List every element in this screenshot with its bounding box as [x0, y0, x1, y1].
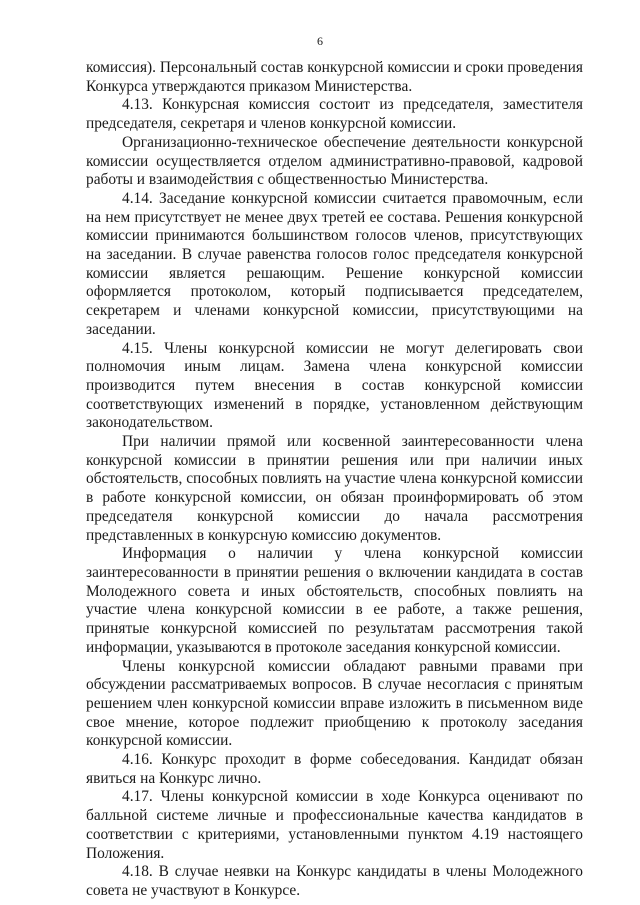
paragraph-4-18: 4.18. В случае неявки на Конкурс кандидаты в члены Молодежного совета не участвуют в Конкурсе.: [86, 863, 583, 899]
paragraph-4-17: 4.17. Члены конкурсной комиссии в ходе Конкурса оценивают по балльной системе личные и профессиональные качества кандидатов в соответствии с критериями, установленными пунктом 4.19 настоящего Положения.: [86, 788, 583, 862]
paragraph-equal-rights: Члены конкурсной комиссии обладают равными правами при обсуждении рассматриваемых вопросов. В случае несогласия с принятым решением член конкурсной комиссии вправе изложить в письменном виде свое мнение, которое подлежит приобщению к протоколу заседания конкурсной комиссии.: [86, 657, 583, 750]
paragraph-organizational-support: Организационно-техническое обеспечение деятельности конкурсной комиссии осуществляется отделом административно-правовой, кадровой работы и взаимодействия с общественностью Министерства.: [86, 133, 583, 189]
document-body: [86, 59, 583, 901]
paragraph-continuation: комиссия). Персональный состав конкурсной комиссии и сроки проведения Конкурса утверждаются приказом Министерства.: [86, 59, 583, 95]
paragraph-conflict-of-interest: При наличии прямой или косвенной заинтересованности члена конкурсной комиссии в принятии решения или при наличии иных обстоятельств, способных повлиять на участие члена конкурсной комиссии в работе конкурсной комиссии, он обязан проинформировать об этом председателя конкурсной комиссии до начала рассмотрения представленных в конкурсную комиссию документов.: [86, 433, 583, 544]
paragraph-interest-information: Информация о наличии у члена конкурсной комиссии заинтересованности в принятии решения о включении кандидата в состав Молодежного совета и иных обстоятельств, способных повлиять на участие члена конкурсной комиссии в ее работе, а также решения, принятые конкурсной комиссией по результатам рассмотрения такой информации, указываются в протоколе заседания конкурсной комиссии.: [86, 545, 583, 656]
paragraph-4-16: 4.16. Конкурс проходит в форме собеседования. Кандидат обязан явиться на Конкурс лично.: [86, 751, 583, 787]
paragraph-4-15: 4.15. Члены конкурсной комиссии не могут делегировать свои полномочия иным лицам. Замена члена конкурсной комиссии производится путем внесения в состав конкурсной комиссии соответствующих изменений в порядке, установленном действующим законодательством.: [86, 339, 583, 432]
page-number: 6: [317, 34, 323, 48]
paragraph-4-13: 4.13. Конкурсная комиссия состоит из председателя, заместителя председателя, секретаря и членов конкурсной комиссии.: [86, 96, 583, 133]
paragraph-4-14: 4.14. Заседание конкурсной комиссии считается правомочным, если на нем присутствует не менее двух третей ее состава. Решения конкурсной комиссии принимаются большинством голосов членов, присутствующих на заседании. В случае равенства голосов голос председателя конкурсной комиссии является решающим. Решение конкурсной комиссии оформляется протоколом, который подписывается председателем, секретарем и членами конкурсной комиссии, присутствующими на заседании.: [86, 189, 583, 338]
